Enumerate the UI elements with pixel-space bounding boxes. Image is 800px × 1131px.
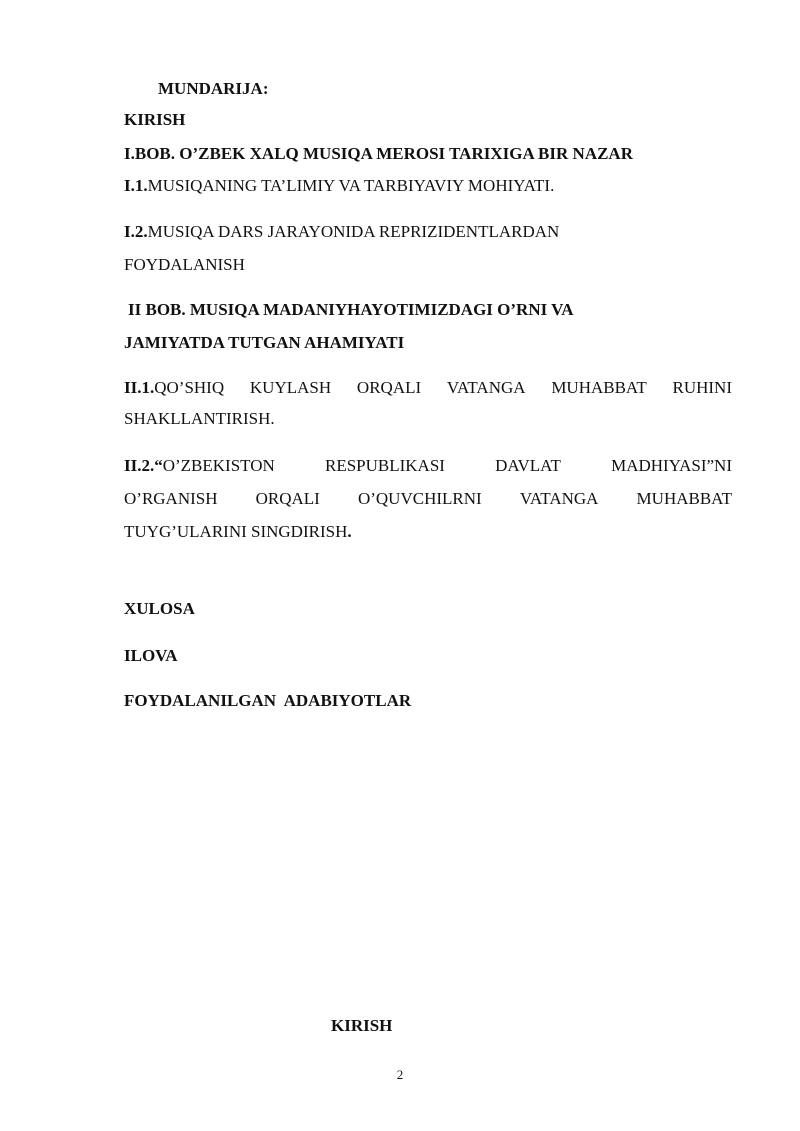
- toc-item-intro: KIRISH: [124, 110, 186, 129]
- word: O’RGANISH: [124, 489, 218, 508]
- toc-item-references: FOYDALANILGAN ADABIYOTLAR: [124, 691, 412, 710]
- section-number: II.2.“: [124, 456, 163, 475]
- word: O’ZBEKISTON: [162, 456, 275, 475]
- toc-item-appendix: ILOVA: [124, 646, 178, 665]
- toc-section-2-2: [124, 456, 732, 476]
- toc-section-1-2-continued: FOYDALANISH: [124, 255, 245, 274]
- closing-period: .: [347, 522, 352, 541]
- page-number: 2: [396, 1067, 404, 1082]
- word: QO’SHIQ: [154, 378, 225, 397]
- toc-section-1-1: [124, 176, 554, 196]
- word: MADHIYASI”NI: [611, 456, 732, 475]
- word: O’QUVCHILRNI: [357, 489, 482, 508]
- word: MUHABBAT: [636, 489, 732, 508]
- word: DAVLAT: [495, 456, 561, 475]
- toc-section-1-2: [124, 222, 559, 242]
- toc-heading: MUNDARIJA:: [158, 79, 269, 98]
- toc-section-2-2-line-2: [124, 489, 732, 509]
- word: ORQALI: [356, 378, 422, 397]
- section-number: I.2.: [124, 222, 148, 241]
- section-title-end: TUYG’ULARINI SINGDIRISH: [124, 522, 348, 541]
- word: VATANGA: [446, 378, 526, 397]
- toc-chapter-2-title: II BOB. MUSIQA MADANIYHAYOTIMIZDAGI O’RNI VA: [128, 300, 574, 319]
- word: RESPUBLIKASI: [324, 456, 445, 475]
- toc-section-2-2-line-3: [124, 522, 352, 542]
- section-first-word: [124, 378, 224, 398]
- word: VATANGA: [519, 489, 599, 508]
- section-title: MUSIQA DARS JARAYONIDA REPRIZIDENTLARDAN: [147, 222, 560, 241]
- section-number: I.1.: [124, 176, 148, 195]
- toc-item-conclusion: XULOSA: [124, 599, 195, 618]
- toc-chapter-1-title: I.BOB. O’ZBEK XALQ MUSIQA MEROSI TARIXIGA BIR NAZAR: [124, 144, 633, 163]
- section-first-word: [124, 456, 275, 476]
- word: ORQALI: [255, 489, 320, 508]
- word: KUYLASH: [249, 378, 332, 397]
- word: MUHABBAT: [551, 378, 647, 397]
- toc-section-2-1-continued: SHAKLLANTIRISH.: [124, 409, 275, 428]
- next-section-title: KIRISH: [331, 1016, 393, 1035]
- section-number: II.1.: [124, 378, 155, 397]
- toc-section-2-1: [124, 378, 732, 398]
- toc-chapter-2-title-continued: JAMIYATDA TUTGAN AHAMIYATI: [124, 333, 405, 352]
- word: RUHINI: [672, 378, 732, 397]
- section-title: MUSIQANING TA’LIMIY VA TARBIYAVIY MOHIYATI.: [147, 176, 555, 195]
